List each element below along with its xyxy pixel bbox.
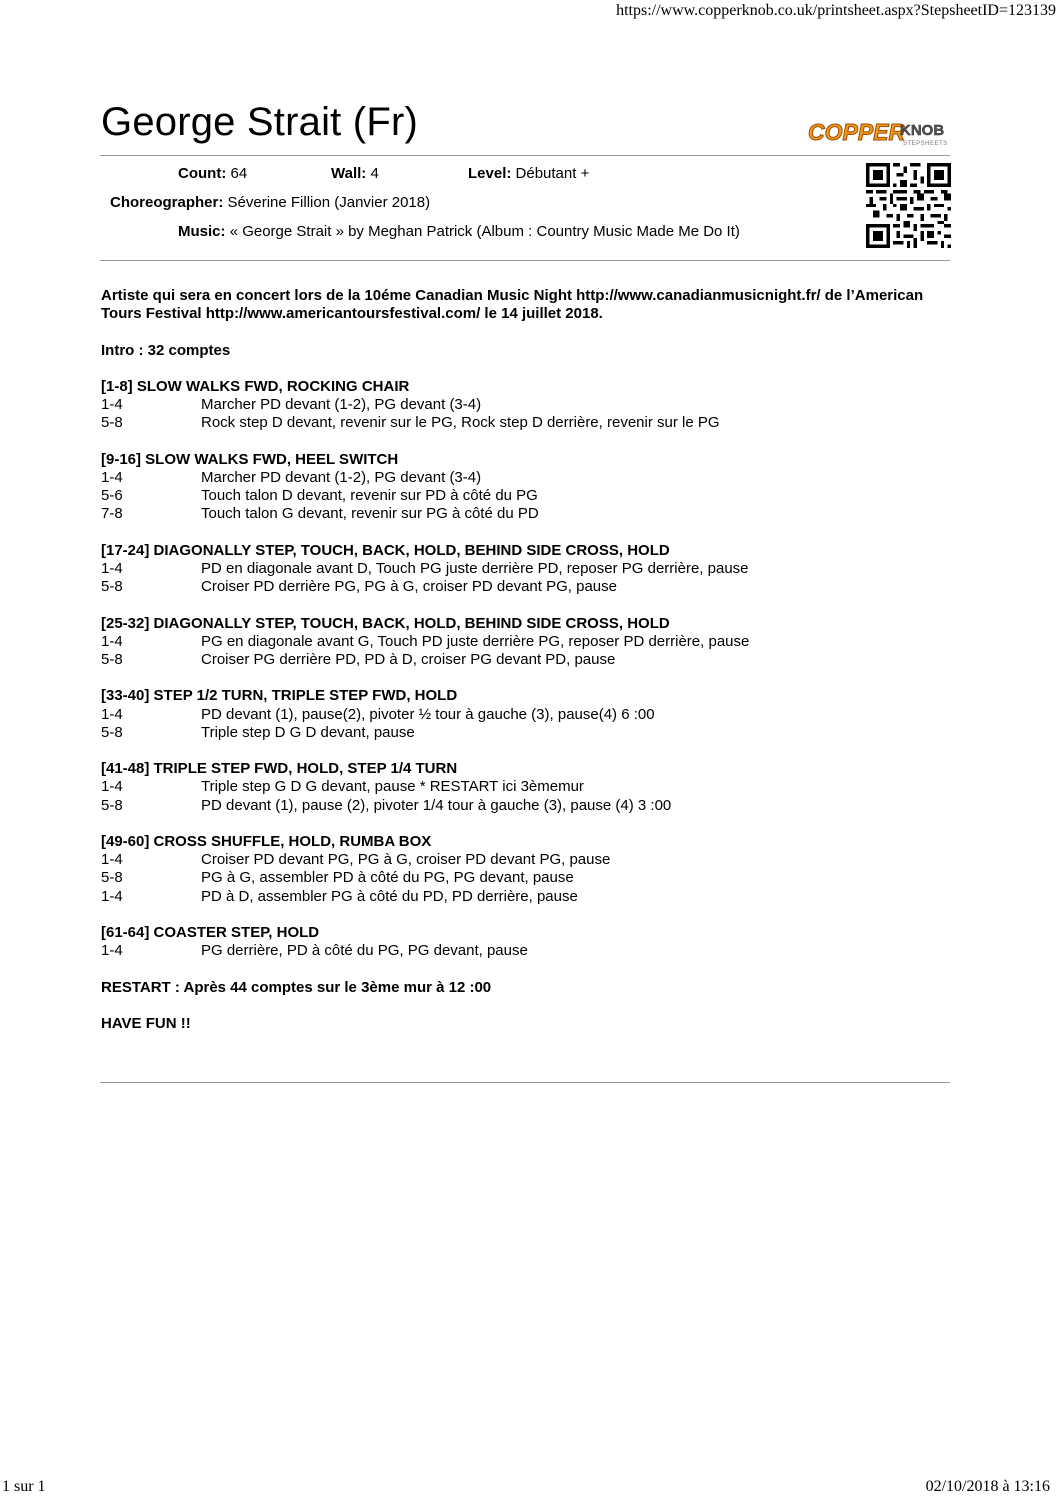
- step-count: 1-4: [101, 559, 123, 577]
- step-description: Croiser PG derrière PD, PD à D, croiser PG devant PD, pause: [201, 650, 616, 668]
- step-count: 1-4: [101, 942, 123, 960]
- intro-paragraph: Artiste qui sera en concert lors de la 10éme Canadian Music Night http://www.canadianmusicnight.fr/ de l’American Tours Festival http://www.americantoursfestival.com/ le 14 juillet 2018.: [101, 287, 924, 323]
- step-row: [101, 724, 951, 742]
- section-title: [17-24] DIAGONALLY STEP, TOUCH, BACK, HOLD, BEHIND SIDE CROSS, HOLD: [101, 541, 670, 559]
- step-row: [101, 633, 951, 651]
- section-title: [1-8] SLOW WALKS FWD, ROCKING CHAIR: [101, 377, 410, 395]
- step-description: PD à D, assembler PG à côté du PD, PD derrière, pause: [201, 887, 578, 905]
- section: [101, 451, 951, 524]
- wall-label: Wall:: [331, 165, 367, 182]
- step-count: 5-8: [101, 869, 123, 887]
- step-description: PD en diagonale avant D, Touch PG juste derrière PD, reposer PG derrière, pause: [201, 559, 749, 577]
- step-count: 7-8: [101, 505, 123, 523]
- section: [101, 924, 951, 960]
- level-label: Level:: [468, 165, 512, 182]
- step-description: Touch talon G devant, revenir sur PG à côté du PD: [201, 505, 539, 523]
- section-title: [49-60] CROSS SHUFFLE, HOLD, RUMBA BOX: [101, 832, 432, 850]
- step-row: [101, 396, 951, 414]
- step-description: Marcher PD devant (1-2), PG devant (3-4): [201, 396, 482, 414]
- page-title: George Strait (Fr): [101, 100, 418, 144]
- section-title: [25-32] DIAGONALLY STEP, TOUCH, BACK, HOLD, BEHIND SIDE CROSS, HOLD: [101, 614, 670, 632]
- step-count: 5-8: [101, 414, 123, 432]
- step-description: Marcher PD devant (1-2), PG devant (3-4): [201, 468, 482, 486]
- music-field: [178, 223, 740, 240]
- level-value: Débutant +: [515, 165, 590, 182]
- step-description: Touch talon D devant, revenir sur PD à côté du PG: [201, 487, 538, 505]
- count-field: [178, 165, 247, 182]
- step-description: Triple step D G D devant, pause: [201, 723, 415, 741]
- logo-text-knob: KNOB: [900, 122, 945, 139]
- section: [101, 615, 951, 670]
- count-label: Count:: [178, 165, 227, 182]
- wall-field: [331, 165, 379, 182]
- section-title: [9-16] SLOW WALKS FWD, HEEL SWITCH: [101, 450, 399, 468]
- count-value: 64: [230, 165, 248, 182]
- header-divider: [100, 155, 950, 156]
- step-count: 5-8: [101, 723, 123, 741]
- section: [101, 687, 951, 742]
- step-description: Croiser PD derrière PG, PG à G, croiser PD devant PG, pause: [201, 578, 617, 596]
- step-row: [101, 487, 951, 505]
- step-count: 1-4: [101, 396, 123, 414]
- step-row: [101, 869, 951, 887]
- stepsheet-body: [101, 287, 951, 1051]
- step-row: [101, 469, 951, 487]
- step-description: PG derrière, PD à côté du PG, PG devant, pause: [201, 942, 528, 960]
- step-description: Rock step D devant, revenir sur le PG, Rock step D derrière, revenir sur le PG: [201, 414, 720, 432]
- section-title: [33-40] STEP 1/2 TURN, TRIPLE STEP FWD, HOLD: [101, 687, 458, 705]
- step-description: PD devant (1), pause(2), pivoter ½ tour à gauche (3), pause(4) 6 :00: [201, 705, 655, 723]
- meta-divider: [100, 260, 950, 261]
- intro-count: Intro : 32 comptes: [101, 341, 231, 359]
- wall-value: 4: [370, 165, 379, 182]
- step-count: 5-8: [101, 578, 123, 596]
- step-description: Croiser PD devant PG, PG à G, croiser PD devant PG, pause: [201, 851, 611, 869]
- restart-note: RESTART : Après 44 comptes sur le 3ème mur à 12 :00: [101, 978, 492, 996]
- step-row: [101, 578, 951, 596]
- step-row: [101, 560, 951, 578]
- level-field: [468, 165, 589, 182]
- section-title: [61-64] COASTER STEP, HOLD: [101, 923, 320, 941]
- logo-text-copper: COPPER: [808, 119, 906, 145]
- qr-code[interactable]: [866, 163, 951, 248]
- choreographer-label: Choreographer:: [110, 194, 224, 211]
- choreographer-value: Séverine Fillion (Janvier 2018): [227, 194, 431, 211]
- step-count: 1-4: [101, 778, 123, 796]
- step-row: [101, 778, 951, 796]
- step-row: [101, 797, 951, 815]
- step-description: PD devant (1), pause (2), pivoter 1/4 tour à gauche (3), pause (4) 3 :00: [201, 796, 672, 814]
- section: [101, 760, 951, 815]
- step-count: 1-4: [101, 468, 123, 486]
- step-row: [101, 505, 951, 523]
- print-url: https://www.copperknob.co.uk/printsheet.aspx?StepsheetID=123139: [616, 2, 1056, 19]
- step-row: [101, 414, 951, 432]
- step-count: 1-4: [101, 851, 123, 869]
- print-datetime: 02/10/2018 à 13:16: [925, 1478, 1050, 1495]
- step-count: 5-8: [101, 796, 123, 814]
- section-title: [41-48] TRIPLE STEP FWD, HOLD, STEP 1/4 TURN: [101, 760, 458, 778]
- step-row: [101, 706, 951, 724]
- choreographer-field: [110, 194, 430, 211]
- step-row: [101, 651, 951, 669]
- step-count: 5-8: [101, 650, 123, 668]
- music-value: « George Strait » by Meghan Patrick (Album : Country Music Made Me Do It): [229, 223, 740, 240]
- closing-note: HAVE FUN !!: [101, 1014, 191, 1032]
- section: [101, 833, 951, 906]
- section: [101, 542, 951, 597]
- copperknob-logo[interactable]: [808, 118, 953, 148]
- music-label: Music:: [178, 223, 226, 240]
- page-indicator: 1 sur 1: [2, 1478, 46, 1495]
- step-description: Triple step G D G devant, pause * RESTART ici 3èmemur: [201, 778, 584, 796]
- step-description: PG en diagonale avant G, Touch PD juste derrière PG, reposer PD derrière, pause: [201, 632, 750, 650]
- step-row: [101, 851, 951, 869]
- footer-divider: [100, 1082, 950, 1083]
- step-row: [101, 888, 951, 906]
- step-description: PG à G, assembler PD à côté du PG, PG devant, pause: [201, 869, 574, 887]
- step-count: 1-4: [101, 705, 123, 723]
- step-count: 1-4: [101, 887, 123, 905]
- step-count: 1-4: [101, 632, 123, 650]
- step-row: [101, 942, 951, 960]
- step-count: 5-6: [101, 487, 123, 505]
- section: [101, 378, 951, 433]
- logo-subtext: STEPSHEETS: [903, 141, 948, 147]
